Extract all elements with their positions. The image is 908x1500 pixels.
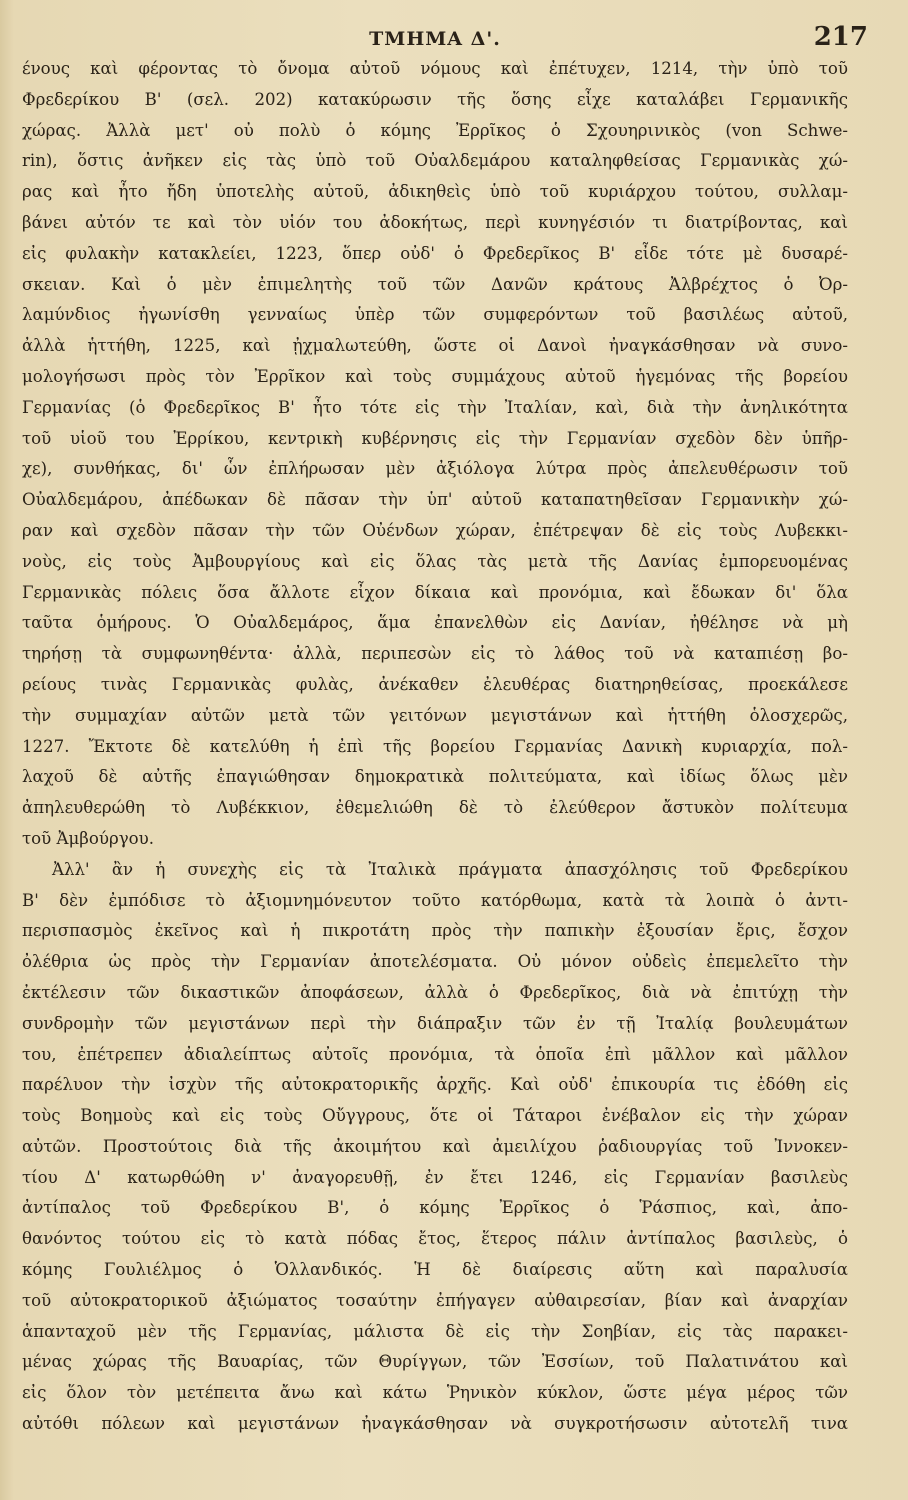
text-line: του, ἐπέτρεπεν ἀδιαλείπτως αὐτοῖς προνόμια, τὰ ὁποῖα ἐπὶ μᾶλλον καὶ μᾶλλον: [22, 1044, 848, 1064]
text-line: μολογήσωσι πρὸς τὸν Ἐρρῖκον καὶ τοὺς συμμάχους αὐτοῦ ἡγεμόνας τῆς βορείου: [22, 366, 848, 386]
text-line: μένας χώρας τῆς Βαυαρίας, τῶν Θυρίγγων, τῶν Ἐσσίων, τοῦ Παλατινάτου καὶ: [22, 1352, 848, 1372]
text-line: ὀλέθρια ὡς πρὸς τὴν Γερμανίαν ἀποτελέσματα. Οὐ μόνον οὐδεὶς ἐπεμελεῖτο τὴν: [22, 952, 848, 972]
text-line: ρείους τινὰς Γερμανικὰς φυλὰς, ἀνέκαθεν ἐλευθέρας διατηρηθείσας, προεκάλεσε: [22, 674, 848, 694]
text-line: συνδρομὴν τῶν μεγιστάνων περὶ τὴν διάπραξιν τῶν ἐν τῇ Ἰταλίᾳ βουλευμάτων: [22, 1013, 848, 1033]
text-line: Β' δὲν ἐμπόδισε τὸ ἀξιομνημόνευτον τοῦτο κατόρθωμα, κατὰ τὰ λοιπὰ ὁ ἀντι-: [22, 890, 848, 910]
text-line: κόμης Γουλιέλμος ὁ Ὁλλανδικός. Ἡ δὲ διαίρεσις αὕτη καὶ παραλυσία: [22, 1260, 848, 1280]
text-line: λαχοῦ δὲ αὐτῆς ἐπαγιώθησαν δημοκρατικὰ πολιτεύματα, καὶ ἰδίως ὅλως μὲν: [22, 767, 848, 787]
text-line: σκειαν. Καὶ ὁ μὲν ἐπιμελητὴς τοῦ τῶν Δανῶν κράτους Ἀλβρέχτος ὁ Ὀρ-: [22, 274, 848, 294]
running-title: ΤΜΗΜΑ Δ'.: [369, 28, 501, 50]
text-line: ταῦτα ὁμήρους. Ὁ Οὐαλδεμάρος, ἅμα ἐπανελθὼν εἰς Δανίαν, ἠθέλησε νὰ μὴ: [22, 613, 848, 633]
text-line: τοὺς Βοημοὺς καὶ εἰς τοὺς Οὔγγρους, ὅτε οἱ Τάταροι ἐνέβαλον εἰς τὴν χώραν: [22, 1106, 848, 1126]
text-line: εἰς φυλακὴν κατακλείει, 1223, ὅπερ οὐδ' ὁ Φρεδερῖκος Β' εἶδε τότε μὲ δυσαρέ-: [22, 243, 848, 263]
text-line: Οὐαλδεμάρου, ἀπέδωκαν δὲ πᾶσαν τὴν ὑπ' αὐτοῦ καταπατηθεῖσαν Γερμανικὴν χώ-: [22, 490, 848, 510]
text-line: αὐτόθι πόλεων καὶ μεγιστάνων ἠναγκάσθησαν νὰ συγκροτήσωσιν αὐτοτελῆ τινα: [22, 1414, 848, 1434]
text-line: ένους καὶ φέροντας τὸ ὄνομα αὐτοῦ νόμους καὶ ἐπέτυχεν, 1214, τὴν ὑπὸ τοῦ: [22, 59, 848, 78]
text-line: Ἀλλ' ἂν ἡ συνεχὴς εἰς τὰ Ἰταλικὰ πράγματα ἀπασχόλησις τοῦ Φρεδερίκου: [52, 859, 848, 879]
text-line: χώρας. Ἀλλὰ μετ' οὐ πολὺ ὁ κόμης Ἐρρῖκος ὁ Σχουηρινικὸς (von Schwe-: [22, 120, 848, 140]
text-line: ἐκτέλεσιν τῶν δικαστικῶν ἀποφάσεων, ἀλλὰ ὁ Φρεδερῖκος, διὰ νὰ ἐπιτύχῃ τὴν: [22, 982, 848, 1002]
text-line: παρέλυον τὴν ἰσχὺν τῆς αὐτοκρατορικῆς ἀρχῆς. Καὶ οὐδ' ἐπικουρία τις ἐδόθη εἰς: [22, 1075, 848, 1095]
text-line: εἰς ὅλον τὸν μετέπειτα ἄνω καὶ κάτω Ῥηνικὸν κύκλον, ὥστε μέγα μέρος τῶν: [22, 1383, 848, 1403]
text-line: θανόντος τούτου εἰς τὸ κατὰ πόδας ἔτος, ἕτερος πάλιν ἀντίπαλος βασιλεὺς, ὁ: [22, 1229, 848, 1249]
text-line: τοῦ Ἀμβούργου.: [22, 828, 154, 848]
text-line: τὴν συμμαχίαν αὐτῶν μετὰ τῶν γειτόνων μεγιστάνων καὶ ἡττήθη ὁλοσχερῶς,: [22, 705, 848, 725]
text-line: ἀντίπαλος τοῦ Φρεδερίκου Β', ὁ κόμης Ἐρρῖκος ὁ Ῥάσπιος, καὶ, ἀπο-: [22, 1198, 848, 1218]
text-line: βάνει αὐτόν τε καὶ τὸν υἱόν του ἀδοκήτως, περὶ κυνηγέσιόν τι διατρίβοντας, καὶ: [22, 212, 848, 232]
page-header: [22, 14, 868, 54]
text-line: τοῦ υἱοῦ του Ἐρρίκου, κεντρικὴ κυβέρνησις εἰς τὴν Γερμανίαν σχεδὸν δὲν ὑπῆρ-: [22, 428, 848, 448]
text-line: χε), συνθήκας, δι' ὧν ἐπλήρωσαν μὲν ἀξιόλογα λύτρα πρὸς ἀπελευθέρωσιν τοῦ: [22, 459, 848, 479]
text-line: ἀπηλευθερώθη τὸ Λυβέκκιον, ἐθεμελιώθη δὲ τὸ ἐλεύθερον ἄστυκὸν πολίτευμα: [22, 798, 848, 818]
text-line: 1227. Ἔκτοτε δὲ κατελύθη ἡ ἐπὶ τῆς βορείου Γερμανίας Δανικὴ κυριαρχία, πολ-: [22, 736, 848, 756]
text-line: ἁπανταχοῦ μὲν τῆς Γερμανίας, μάλιστα δὲ εἰς τὴν Σοηβίαν, εἰς τὰς παρακει-: [22, 1321, 848, 1341]
text-line: Γερμανίας (ὁ Φρεδερῖκος Β' ἦτο τότε εἰς τὴν Ἰταλίαν, καὶ, διὰ τὴν ἀνηλικότητα: [22, 397, 848, 417]
page-number: 217: [813, 22, 868, 52]
text-line: ρας καὶ ἦτο ἤδη ὑποτελὴς αὐτοῦ, ἀδικηθεὶς ὑπὸ τοῦ κυριάρχου τούτου, συλλαμ-: [22, 182, 848, 202]
text-line: [22, 1440, 848, 1471]
text-line: rin), ὅστις ἀνῆκεν εἰς τὰς ὑπὸ τοῦ Οὐαλδεμάρου καταληφθείσας Γερμανικὰς χώ-: [22, 151, 848, 171]
text-line: Γερμανικὰς πόλεις ὅσα ἄλλοτε εἶχον δίκαια καὶ προνόμια, καὶ ἔδωκαν δι' ὅλα: [22, 582, 848, 602]
text-line: λαμύνδιος ἠγωνίσθη γενναίως ὑπὲρ τῶν συμφερόντων τοῦ βασιλέως αὐτοῦ,: [22, 305, 848, 325]
text-line: νοὺς, εἰς τοὺς Ἀμβουργίους καὶ εἰς ὅλας τὰς μετὰ τῆς Δανίας ἐμπορευομένας: [22, 551, 848, 571]
text-line: Φρεδερίκου Β' (σελ. 202) κατακύρωσιν τῆς ὅσης εἶχε καταλάβει Γερμανικῆς: [22, 89, 848, 109]
text-line: περισπασμὸς ἐκεῖνος καὶ ἡ πικροτάτη πρὸς τὴν παπικὴν ἐξουσίαν ἔρις, ἔσχον: [22, 921, 848, 941]
text-line: τηρήσῃ τὰ συμφωνηθέντα· ἀλλὰ, περιπεσὼν εἰς τὸ λάθος τοῦ νὰ καταπιέσῃ βο-: [22, 644, 848, 664]
text-line: τοῦ αὐτοκρατορικοῦ ἀξιώματος τοσαύτην ἐπήγαγεν αὐθαιρεσίαν, βίαν καὶ ἀναρχίαν: [22, 1290, 848, 1310]
body-text: [22, 54, 848, 1471]
text-line: ἀλλὰ ἡττήθη, 1225, καὶ ᾐχμαλωτεύθη, ὥστε οἱ Δανοὶ ἠναγκάσθησαν νὰ συνο-: [22, 336, 848, 356]
text-line: τίου Δ' κατωρθώθη ν' ἀναγορευθῇ, ἐν ἔτει 1246, εἰς Γερμανίαν βασιλεὺς: [22, 1167, 848, 1187]
text-line: αὐτῶν. Προστούτοις διὰ τῆς ἀκοιμήτου καὶ ἀμειλίχου ῥαδιουργίας τοῦ Ἰννοκεν-: [22, 1136, 848, 1156]
text-line: ραν καὶ σχεδὸν πᾶσαν τὴν τῶν Οὐένδων χώραν, ἐπέτρεψαν δὲ εἰς τοὺς Λυβεκκι-: [22, 520, 848, 540]
